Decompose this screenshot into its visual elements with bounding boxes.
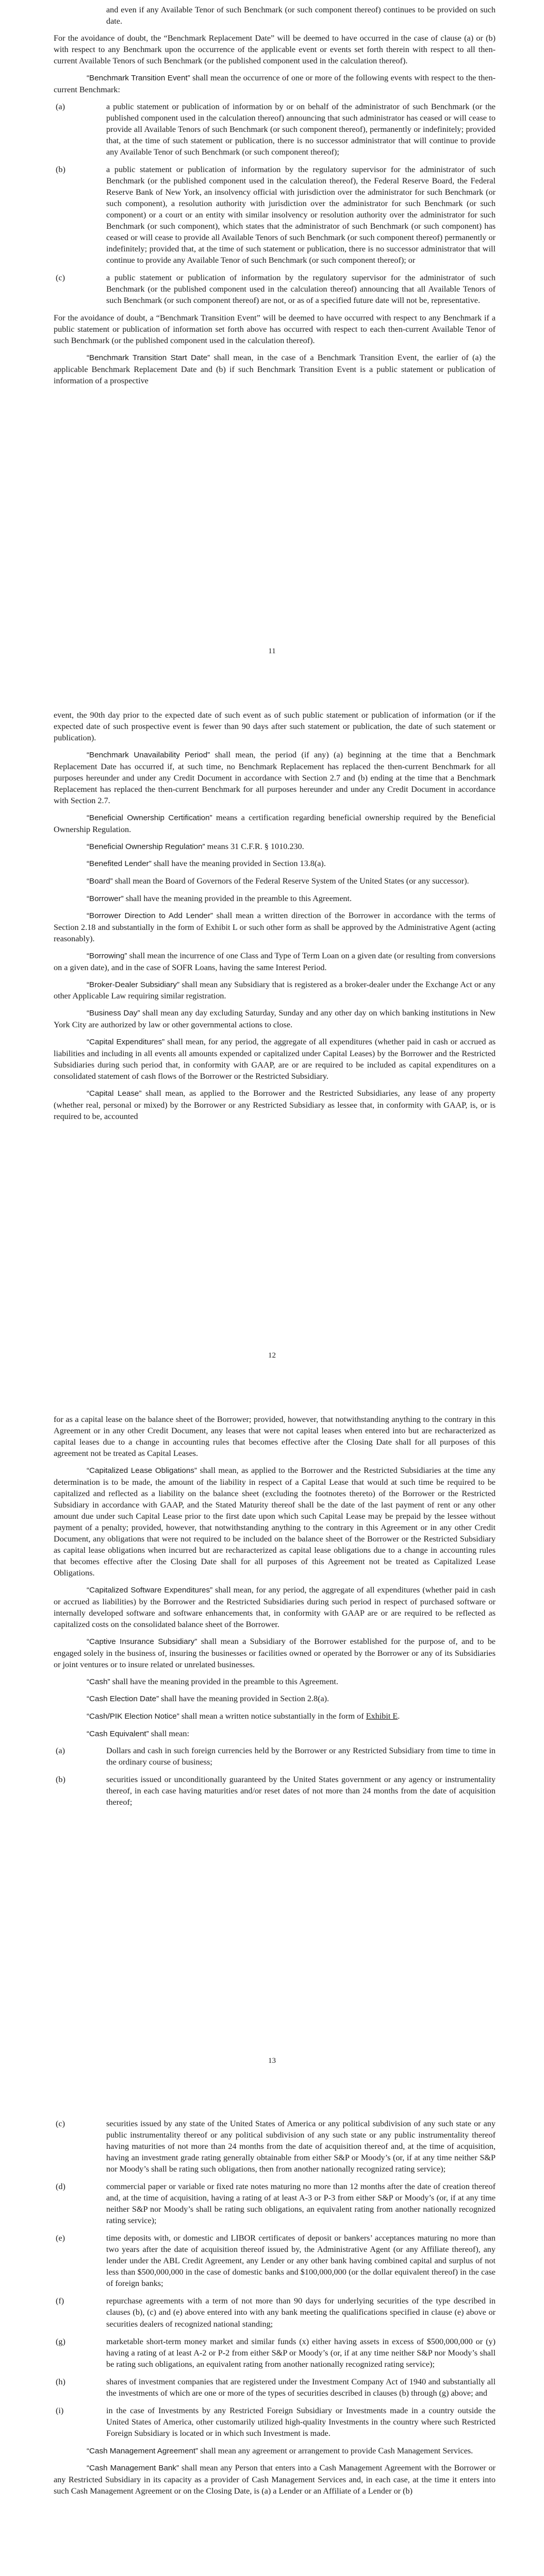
defined-term: “Business Day”	[87, 1009, 140, 1018]
definition-text-end: .	[398, 1711, 400, 1721]
list-item-text: a public statement or publication of information by the regulatory supervisor for the administrator of such Benchmark (or the published component used in the calculation thereof) announcing that all Available Tenors of such Benchmark (or such component thereof) are not, or as of a specified future date will not be, representative.	[106, 273, 496, 306]
definition-cash-pik-election-notice	[54, 1710, 496, 1722]
list-item-text: marketable short-term money market and similar funds (x) either having assets in excess of $500,000,000 or (y) having a rating of at least A-2 or P-2 from either S&P or Moody’s (or, if at any time neither S&P nor Moody’s shall be rating such obligations, an equivalent rating from another nationally recognized rating service);	[106, 2336, 496, 2369]
defined-term: “Cash”	[87, 1677, 110, 1686]
defined-term: “Board”	[87, 876, 113, 886]
defined-term: “Capital Expenditures”	[87, 1038, 165, 1047]
defined-term: “Borrower”	[87, 894, 124, 903]
defined-term: “Cash Equivalent”	[87, 1729, 149, 1738]
list-item-text: securities issued by any state of the United States of America or any political subdivision of any such state or any public instrumentality thereof or any political subdivision of any such state or any public instrumentality thereof having maturities of not more than 24 months from the date of acquisition thereof and, at the time of acquisition, having an investment grade rating generally obtainable from either S&P or Moody’s (or, if at any time neither S&P nor Moody’s shall be rating such obligations, then from another nationally recognized rating service);	[106, 2119, 496, 2174]
defined-term: “Beneficial Ownership Certification”	[87, 813, 212, 822]
defined-term: “Captive Insurance Subsidiary”	[87, 1637, 197, 1646]
definition	[54, 2445, 496, 2457]
definition	[54, 841, 496, 853]
defined-term: “Borrowing”	[87, 952, 127, 961]
defined-term: “Capitalized Lease Obligations”	[87, 1466, 197, 1476]
definition	[54, 1088, 496, 1122]
list-item-label: (d)	[56, 2182, 65, 2192]
list-item	[54, 2295, 496, 2329]
page-number: 12	[268, 1351, 276, 1360]
list-item-text: shares of investment companies that are registered under the Investment Company Act of 1940 and substantially all the investments of which are one or more of the types of securities described in clauses (b) through (g) above; and	[106, 2377, 496, 2398]
list-item	[54, 272, 496, 306]
definition-text: shall have the meaning provided in Section 13.8(a).	[151, 859, 326, 869]
list-item-label: (b)	[56, 1775, 65, 1785]
defined-term: “Beneficial Ownership Regulation”	[87, 842, 205, 851]
list-item-label: (g)	[56, 2336, 65, 2346]
definition	[54, 910, 496, 944]
continuation-paragraph: event, the 90th day prior to the expected date of such event as of such public statement or publication of information (or if the expected date of such prospective event is fewer than 90 days after such statement or publication, the date of such statement or publication).	[54, 710, 496, 743]
definition-text: shall mean any agreement or arrangement to provide Cash Management Services.	[198, 2446, 473, 2455]
defined-term: “Benchmark Unavailability Period”	[87, 751, 210, 760]
defined-term: “Borrower Direction to Add Lender”	[87, 911, 213, 921]
exhibit-reference: Exhibit E	[366, 1711, 398, 1721]
definition	[54, 858, 496, 870]
list-item-text: Dollars and cash in such foreign currencies held by the Borrower or any Restricted Subsidiary from time to time in the ordinary course of business;	[106, 1746, 496, 1767]
definition	[54, 812, 496, 835]
definition	[54, 1636, 496, 1670]
list-item-text: repurchase agreements with a term of not more than 90 days for underlying securities of the type described in clauses (b), (c) and (e) above entered into with any bank meeting the qualifications specified in clause (e) above or securities dealers of recognized national standing;	[106, 2296, 496, 2329]
definition-text: shall mean:	[149, 1728, 189, 1738]
avoidance-paragraph: For the avoidance of doubt, the “Benchmark Replacement Date” will be deemed to have occurred in the case of clause (a) or (b) with respect to any Benchmark upon the occurrence of the applicable event or events set forth therein with respect to all then-current Available Tenors of such Benchmark (or the published component used in the calculation thereof).	[54, 33, 496, 66]
definition-text: shall have the meaning provided in the preamble to this Agreement.	[110, 1676, 338, 1686]
definition	[54, 1676, 496, 1688]
defined-term: “Cash Management Bank”	[87, 2464, 179, 2473]
list-item-text: a public statement or publication of information by the regulatory supervisor for the administrator of such Benchmark (or the published component used in the calculation thereof), the Federal Reserve Board, the Federal Reserve Bank of New York, an insolvency official with jurisdiction over the administrator for such Benchmark (or such component), a resolution authority with jurisdiction over the administrator for such Benchmark (or such component) or a court or an entity with similar insolvency or resolution authority over the administrator for such Benchmark (or such component), which states that the administrator of such Benchmark (or such component) has ceased or will cease to provide all Available Tenors of such Benchmark (or such component thereof) permanently or indefinitely; provided that, at the time of such statement or publication, there is no successor administrator that will continue to provide any Available Tenor of such Benchmark (or such component thereof); or	[106, 165, 496, 265]
definition-text: means 31 C.F.R. § 1010.230.	[205, 841, 304, 851]
list-item	[54, 2405, 496, 2439]
definition-text: shall mean any Subsidiary that is registered as a broker-dealer under the Exchange Act or any other Applicable Law requiring similar registration.	[54, 979, 496, 1001]
list-item-text: securities issued or unconditionally guaranteed by the United States government or any agency or instrumentality thereof, in each case having maturities and/or reset dates of not more than 24 months from the date of acquisition thereof;	[106, 1775, 496, 1807]
list-item-text: time deposits with, or domestic and LIBOR certificates of deposit or bankers’ acceptances maturing no more than two years after the date of acquisition thereof issued by, the Administrative Agent (or any Affiliate thereof), any lender under the ABL Credit Agreement, any Lender or any other bank having combined capital and surplus of not less than $500,000,000 in the case of domestic banks and $100,000,000 (or the dollar equivalent thereof) in the case of foreign banks;	[106, 2233, 496, 2289]
definition	[54, 979, 496, 1002]
list-item	[54, 2181, 496, 2226]
list-item	[54, 101, 496, 158]
definition-text: shall mean the incurrence of one Class and Type of Term Loan on a given date (or resulting from conversions on a given date), and in the case of SOFR Loans, having the same Interest Period.	[54, 951, 496, 972]
definition-text: shall mean a written direction of the Borrower in accordance with the terms of Section 2.18 and substantially in the form of Exhibit L or such other form as shall be approved by the Administrative Agent (acting reasonably).	[54, 911, 496, 943]
list-item-label: (i)	[56, 2405, 64, 2415]
definition	[54, 875, 496, 887]
continuation-paragraph: for as a capital lease on the balance sheet of the Borrower; provided, however, that notwithstanding anything to the contrary in this Agreement or in any other Credit Document, any leases that were not capital leases when entered into but are recharacterized as capital leases due to a change in accounting rules that becomes effective after the Closing Date shall for all purposes of this agreement not be treated as Capital Leases.	[54, 1415, 496, 1459]
list-item	[54, 2118, 496, 2175]
list-item	[54, 2376, 496, 2399]
list-item-text: a public statement or publication of information by or on behalf of the administrator of such Benchmark (or the published component used in the calculation thereof) announcing that such administrator has ceased or will cease to provide all Available Tenors of such Benchmark (or such component thereof), permanently or indefinitely; provided that, at the time of such statement or publication, there is no successor administrator that will continue to provide any Available Tenor of such Benchmark (or such component thereof);	[106, 101, 496, 157]
definition-text: means a certification regarding beneficial ownership required by the Beneficial Ownership Regulation.	[54, 812, 496, 834]
defined-term: “Benchmark Transition Event”	[87, 74, 190, 83]
definition	[54, 1584, 496, 1630]
list-item-label: (e)	[56, 2233, 65, 2243]
definition	[54, 749, 496, 806]
definition-text: shall mean any day excluding Saturday, Sunday and any other day on which banking institutions in New York City are authorized by law or other governmental actions to close.	[54, 1008, 496, 1030]
list-item-label: (b)	[56, 165, 65, 175]
definition-text: shall have the meaning provided in the preamble to this Agreement.	[123, 893, 352, 903]
list-item	[54, 2232, 496, 2289]
definition	[54, 1007, 496, 1030]
definition-text: shall mean, as applied to the Borrower and the Restricted Subsidiaries at the time any determination is to be made, the amount of the liability in respect of a Capital Lease that would at such time be required to be capitalized and reflected as a liability on the balance sheet (excluding the footnotes thereto) of the Borrower or the Restricted Subsidiary in accordance with GAAP, and the Stated Maturity thereof shall be the date of the last payment of rent or any other amount due under such Capital Lease prior to the first date upon which such Capital Lease may be prepaid by the lessee without payment of a penalty; provided, however, that notwithstanding anything to the contrary in this Agreement or in any other Credit Document, any obligations that were not required to be included on the balance sheet of the Borrower or the Restricted Subsidiary as capital lease obligations when incurred but are recharacterized as capital lease obligations due to a change in accounting rules that becomes effective after the Closing Date shall for all purposes of this Agreement not be treated as Capitalized Lease Obligations.	[54, 1466, 496, 1578]
page-11	[0, 0, 544, 686]
list-item-text: commercial paper or variable or fixed rate notes maturing no more than 12 months after the date of creation thereof and, at the time of acquisition, having a rating of at least A-3 or P-3 from either S&P or Moody’s (or, if at any time neither S&P nor Moody’s shall be rating such obligations, an equivalent rating from another nationally recognized rating service);	[106, 2182, 496, 2226]
definition	[54, 1465, 496, 1579]
definition-text: shall have the meaning provided in Section 2.8(a).	[159, 1694, 329, 1704]
definition-text: shall mean the occurrence of one or more of the following events with respect to the then-current Benchmark:	[54, 73, 496, 94]
avoidance-paragraph: For the avoidance of doubt, a “Benchmark Transition Event” will be deemed to have occurred with respect to any Benchmark if a public statement or publication of information set forth above has occurred with respect to each then-current Available Tenor of such Benchmark (or the published component used in the calculation thereof).	[54, 313, 496, 346]
definition	[54, 893, 496, 905]
definition	[54, 1036, 496, 1082]
definition-text: shall mean any Person that enters into a Cash Management Agreement with the Borrower or any Restricted Subsidiary in its capacity as a provider of Cash Management Services and, in each case, at the time it enters into such Cash Management Agreement or on the Closing Date, is (a) a Lender or an Affiliate of a Lender or (b)	[54, 2463, 496, 2496]
definition-text: shall mean, for any period, the aggregate of all expenditures (whether paid in cash or accrued as liabilities and including in all events all amounts expended or capitalized under Capital Leases) by the Borrower and the Restricted Subsidiaries during such period that, in conformity with GAAP, are or are required to be included as capital expenditures on a consolidated statement of cash flows of the Borrower or the Restricted Subsidiary.	[54, 1037, 496, 1081]
definition-benchmark-transition-event	[54, 72, 496, 95]
defined-term: “Broker-Dealer Subsidiary”	[87, 980, 180, 989]
defined-term: “Benefited Lender”	[87, 859, 152, 869]
page-number: 11	[268, 647, 276, 655]
list-item-label: (c)	[56, 2119, 65, 2128]
defined-term: “Capitalized Software Expenditures”	[87, 1586, 213, 1595]
list-item-label: (a)	[56, 101, 65, 111]
definition-text: shall mean the Board of Governors of the Federal Reserve System of the United States (or any successor).	[112, 876, 469, 886]
defined-term: “Cash/PIK Election Notice”	[87, 1711, 179, 1721]
defined-term: “Cash Management Agreement”	[87, 2446, 199, 2455]
defined-term: “Capital Lease”	[87, 1089, 142, 1098]
list-item-label: (c)	[56, 273, 65, 283]
defined-term: “Cash Election Date”	[87, 1694, 159, 1704]
continuation-paragraph: and even if any Available Tenor of such Benchmark (or such component thereof) continues to be provided on such date.	[106, 5, 496, 26]
definition-text: shall mean, for any period, the aggregate of all expenditures (whether paid in cash or accrued as liabilities) by the Borrower and the Restricted Subsidiaries during such period in respect of purchased software or internally developed software and software enhancements that, in conformity with GAAP are or are required to be reflected as capitalized costs on the consolidated balance sheet of the Borrower.	[54, 1585, 496, 1629]
list-item	[54, 1745, 496, 1768]
list-item-label: (a)	[56, 1746, 65, 1756]
definition	[54, 2462, 496, 2497]
page-14	[0, 2111, 544, 2576]
list-item-label: (f)	[56, 2296, 64, 2306]
list-item-text: in the case of Investments by any Restricted Foreign Subsidiary or Investments made in a country outside the United States of America, other customarily utilized high-quality Investments in the country where such Restricted Foreign Subsidiary is located or in which such Investment is made.	[106, 2405, 496, 2438]
page-12	[0, 703, 544, 1388]
definition-text: shall mean a Subsidiary of the Borrower established for the purpose of, and to be engaged solely in the business of, insuring the businesses or facilities owned or operated by the Borrower or any of its Subsidiaries or joint ventures or to insure related or unrelated businesses.	[54, 1636, 496, 1669]
defined-term: “Benchmark Transition Start Date”	[87, 353, 210, 363]
definition-text: shall mean, in the case of a Benchmark Transition Event, the earlier of (a) the applicable Benchmark Replacement Date and (b) if such Benchmark Transition Event is a public statement or publication of information of a prospective	[54, 353, 496, 386]
definition-cash-equivalent	[54, 1728, 496, 1740]
definition-text: shall mean, the period (if any) (a) beginning at the time that a Benchmark Replacement Date has occurred if, at such time, no Benchmark Replacement has replaced the then-current Benchmark for all purposes hereunder and under any Credit Document in accordance with Section 2.7 and (b) ending at the time that a Benchmark Replacement has replaced the then-current Benchmark for all purposes hereunder and under any Credit Document in accordance with Section 2.7.	[54, 750, 496, 805]
list-item	[54, 1774, 496, 1808]
page-number: 13	[268, 2057, 276, 2065]
definition-text: shall mean, as applied to the Borrower and the Restricted Subsidiaries, any lease of any property (whether real, personal or mixed) by the Borrower or any Restricted Subsidiary as lessee that, in conformity with GAAP, is, or is required to be, accounted	[54, 1088, 496, 1121]
definition	[54, 950, 496, 973]
definition	[54, 1693, 496, 1705]
definition-text: shall mean a written notice substantially in the form of	[179, 1711, 366, 1721]
page-13	[0, 1406, 544, 2093]
list-item	[54, 2336, 496, 2370]
list-item-label: (h)	[56, 2377, 65, 2386]
list-item	[54, 164, 496, 266]
definition-benchmark-transition-start-date	[54, 352, 496, 386]
